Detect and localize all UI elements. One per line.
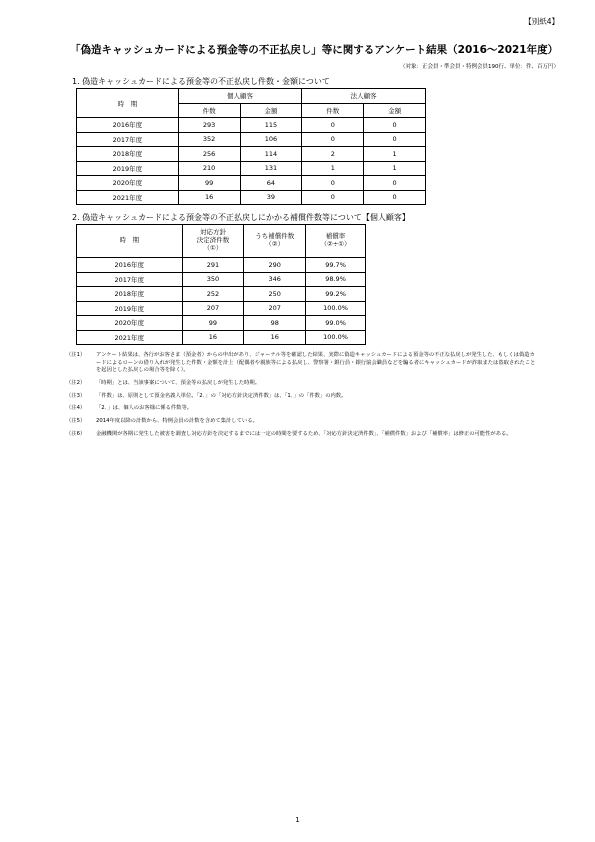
note-label: （注5） — [66, 418, 86, 425]
compensated-cell: 16 — [244, 330, 306, 345]
table-row — [77, 330, 366, 345]
rate-cell: 99.2% — [306, 287, 366, 302]
year-cell: 2017年度 — [77, 272, 183, 287]
corp-count-cell: 0 — [302, 118, 364, 133]
note-label: （注3） — [66, 392, 86, 399]
decided-header-line3: （①） — [203, 243, 223, 252]
table-row — [77, 316, 366, 331]
compensated-cell: 207 — [244, 301, 306, 316]
year-cell: 2016年度 — [77, 258, 183, 273]
note-label: （注6） — [66, 430, 86, 437]
table-row — [77, 301, 366, 316]
rate-header — [306, 225, 366, 258]
ind-amount-cell: 115 — [240, 118, 302, 133]
decided-cell: 350 — [182, 272, 244, 287]
rate-header-line1: 補償率 — [325, 232, 346, 241]
note-label: （注1） — [66, 352, 86, 358]
compensated-header-line2: （②） — [265, 240, 285, 248]
decided-header-line1: 対応方針 — [199, 228, 226, 237]
note-text: 「2．」は、個人のお客様に係る件数等。 — [96, 405, 193, 412]
decided-cell: 99 — [182, 316, 244, 331]
corporate-header: 法人顧客 — [302, 89, 426, 104]
table-row — [77, 132, 426, 147]
compensated-cell: 98 — [244, 316, 306, 331]
ind-amount-cell: 64 — [240, 176, 302, 191]
note-label: （注2） — [66, 380, 86, 387]
corp-count-cell: 0 — [302, 176, 364, 191]
ind-count-cell: 99 — [178, 176, 240, 191]
corp-count-cell: 2 — [302, 147, 364, 162]
table-row — [77, 190, 426, 205]
ind-count-cell: 16 — [178, 190, 240, 205]
year-cell: 2019年度 — [77, 301, 183, 316]
corp-amount-cell: 1 — [364, 161, 426, 176]
period-header: 時 期 — [77, 89, 179, 118]
compensated-header — [244, 225, 306, 258]
decided-header — [182, 225, 244, 258]
table-row — [77, 258, 366, 273]
corp-count-header: 件数 — [302, 103, 364, 118]
rate-cell: 100.0% — [306, 301, 366, 316]
note-text: 2014年度以降の計数から、特例会員の計数を含めて集計している。 — [96, 418, 258, 425]
corp-amount-cell: 0 — [364, 176, 426, 191]
year-cell: 2020年度 — [77, 316, 183, 331]
ind-count-cell: 210 — [178, 161, 240, 176]
rate-cell: 99.7% — [306, 258, 366, 273]
rate-cell: 99.0% — [306, 316, 366, 331]
note-text: 「件数」は、原則として預金名義人単位。「2．」の「対応方針決定済件数」は、「1．」の「件数」の内数。 — [96, 392, 347, 399]
corp-amount-cell: 0 — [364, 190, 426, 205]
corp-count-cell: 0 — [302, 190, 364, 205]
table-row — [77, 147, 426, 162]
compensation-table — [76, 224, 366, 345]
fraud-withdrawal-table — [76, 88, 426, 205]
ind-amount-cell: 131 — [240, 161, 302, 176]
section2-heading: 2. 偽造キャッシュカードによる預金等の不正払戻しにかかる補償件数等について【個人顧客】 — [72, 213, 410, 222]
ind-amount-cell: 39 — [240, 190, 302, 205]
note-item — [66, 352, 536, 375]
rate-cell: 98.9% — [306, 272, 366, 287]
note-text: 「時期」とは、当該事案について、預金等の払戻しが発生した時期。 — [96, 380, 260, 387]
table-row — [77, 272, 366, 287]
table-row — [77, 287, 366, 302]
rate-header-line2: （②÷①） — [320, 240, 351, 248]
decided-cell: 252 — [182, 287, 244, 302]
individual-header: 個人顧客 — [178, 89, 302, 104]
decided-cell: 291 — [182, 258, 244, 273]
ind-count-cell: 256 — [178, 147, 240, 162]
scope-note: （対象：正会員・準会員・特例会員190行、単位：件、百万円） — [400, 64, 559, 70]
corp-count-cell: 1 — [302, 161, 364, 176]
year-cell: 2016年度 — [77, 118, 179, 133]
decided-header-line2: 決定済件数 — [196, 236, 230, 245]
corp-amount-header: 金額 — [364, 103, 426, 118]
table-row — [77, 161, 426, 176]
note-item — [66, 380, 536, 388]
ind-amount-cell: 114 — [240, 147, 302, 162]
table-row — [77, 176, 426, 191]
decided-cell: 207 — [182, 301, 244, 316]
corp-amount-cell: 0 — [364, 118, 426, 133]
decided-cell: 16 — [182, 330, 244, 345]
year-cell: 2019年度 — [77, 161, 179, 176]
table-row — [77, 118, 426, 133]
note-text: 金融機関が各期に発生した被害を調査し対応方針を決定するまでには一定の時間を要するため、「対応方針決定済件数」、「補償件数」および「補償率」は修正の可能性がある。 — [96, 430, 512, 437]
corp-amount-cell: 1 — [364, 147, 426, 162]
year-cell: 2021年度 — [77, 330, 183, 345]
rate-cell: 100.0% — [306, 330, 366, 345]
ind-amount-header: 金額 — [240, 103, 302, 118]
note-item — [66, 393, 536, 401]
note-label: （注4） — [66, 405, 86, 412]
notes-block — [66, 352, 536, 443]
year-cell: 2020年度 — [77, 176, 179, 191]
page-title: 「偽造キャッシュカードによる預金等の不正払戻し」等に関するアンケート結果（2016～2021年度） — [70, 44, 559, 56]
corp-amount-cell: 0 — [364, 132, 426, 147]
ind-count-cell: 293 — [178, 118, 240, 133]
period-header: 時 期 — [77, 225, 183, 258]
corp-count-cell: 0 — [302, 132, 364, 147]
compensated-cell: 346 — [244, 272, 306, 287]
note-item — [66, 431, 536, 439]
ind-count-header: 件数 — [178, 103, 240, 118]
annex-label: 【別紙4】 — [524, 17, 559, 26]
section1-heading: 1. 偽造キャッシュカードによる預金等の不正払戻し件数・金額について — [72, 77, 330, 86]
year-cell: 2021年度 — [77, 190, 179, 205]
compensated-cell: 250 — [244, 287, 306, 302]
year-cell: 2018年度 — [77, 287, 183, 302]
ind-amount-cell: 106 — [240, 132, 302, 147]
note-item — [66, 418, 536, 426]
note-item — [66, 405, 536, 413]
compensated-cell: 290 — [244, 258, 306, 273]
year-cell: 2017年度 — [77, 132, 179, 147]
note-text: アンケート結果は、各行がお客さま（預金者）からの申出があり、ジャーナル等を確認した結果、実際に偽造キャッシュカードによる預金等の不正な払戻しが発生した、もしくは偽造カードによるローンの借り入れが発生した件数・金額を計上（配偶者や親族等による払戻し、警察署・銀行員・銀行協会職員などを騙る者にキャッシュカードが詐取または盗取されたことを起因とした払戻しの場合等を除く）。 — [96, 352, 536, 374]
compensated-header-line1: うち補償件数 — [255, 232, 295, 241]
ind-count-cell: 352 — [178, 132, 240, 147]
page-number: 1 — [295, 816, 300, 824]
year-cell: 2018年度 — [77, 147, 179, 162]
